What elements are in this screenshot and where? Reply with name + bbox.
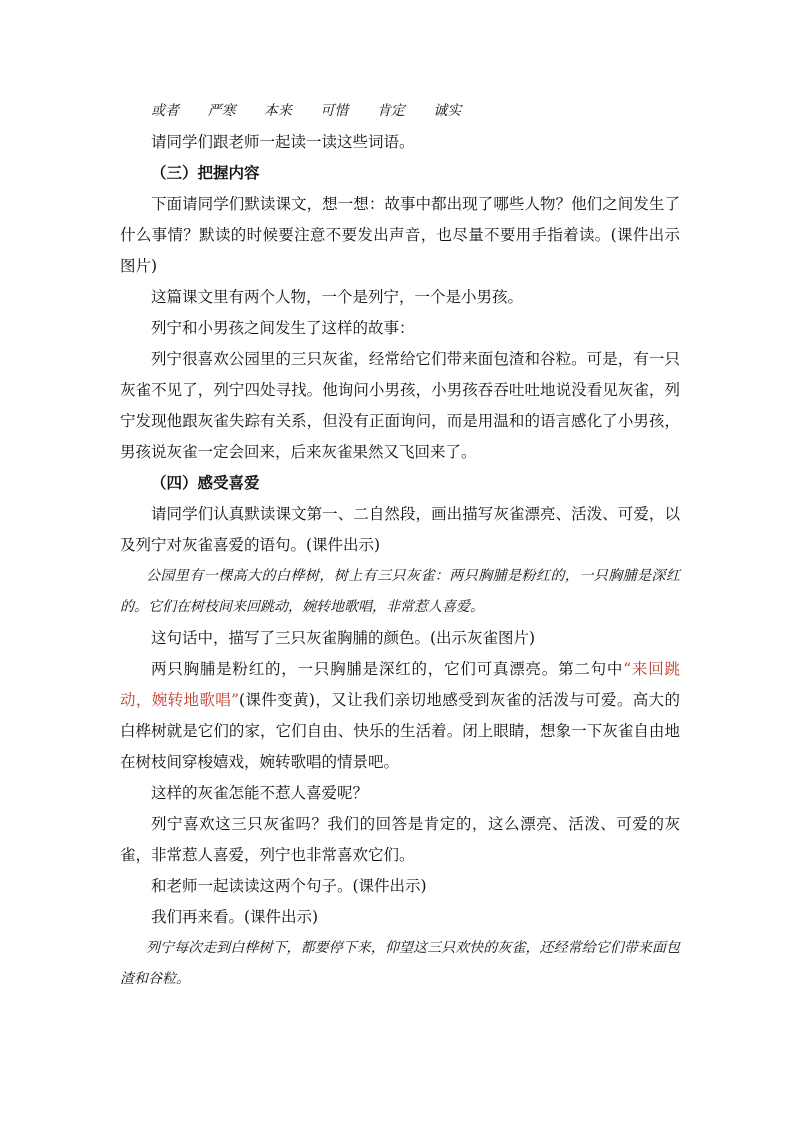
paragraph-lenin-likes: 列宁喜欢这三只灰雀吗？我们的回答是肯定的，这么漂亮、活泼、可爱的灰雀，非常惹人喜爱，列宁也非常喜欢它们。	[120, 815, 680, 864]
vocab-word: 诚实	[433, 103, 462, 119]
paragraph-read-together: 请同学们跟老师一起读一读这些词语。	[151, 133, 415, 151]
quoted-passage-2: 列宁每次走到白桦树下，都要停下来，仰望这三只欢快的灰雀，还经常给它们带来面包渣和谷粒。	[120, 940, 680, 987]
paragraph-read-two: 和老师一起读读这两个句子。(课件出示)	[151, 877, 427, 895]
vocab-word: 本来	[263, 103, 292, 119]
paragraph-two-people: 这篇课文里有两个人物，一个是列宁，一个是小男孩。	[151, 288, 524, 306]
vocab-word: 肯定	[376, 103, 405, 119]
section-heading-4: （四）感受喜爱	[151, 474, 260, 492]
paragraph-find-sentences: 请同学们认真默读课文第一、二自然段，画出描写灰雀漂亮、活泼、可爱，以及列宁对灰雀喜爱的语句。(课件出示)	[120, 505, 680, 554]
section-heading-3: （三）把握内容	[151, 164, 260, 182]
vocab-word: 严寒	[207, 103, 236, 119]
paragraph-analysis	[120, 654, 680, 778]
paragraph-story: 列宁很喜欢公园里的三只灰雀，经常给它们带来面包渣和谷粒。可是，有一只灰雀不见了，列宁四处寻找。他询问小男孩，小男孩吞吞吐吐地说没看见灰雀，列宁发现他跟灰雀失踪有关系，但没有正面询问，而是用温和的语言感化了小男孩，男孩说灰雀一定会回来，后来灰雀果然又飞回来了。	[120, 350, 680, 461]
paragraph-colors: 这句话中，描写了三只灰雀胸脯的颜色。(出示灰雀图片)	[151, 629, 536, 647]
analysis-text-a: 两只胸脯是粉红的，一只胸脯是深红的，它们可真漂亮。第二句中	[151, 660, 624, 678]
document-content	[120, 96, 680, 995]
vocab-words-line	[120, 96, 680, 127]
paragraph-how-not-love: 这样的灰雀怎能不惹人喜爱呢？	[151, 784, 369, 802]
analysis-highlight-quote: “来回跳动，婉转地歌唱”	[120, 660, 680, 709]
analysis-text-b: (课件变黄)，又让我们亲切地感受到灰雀的活泼与可爱。高大的白桦树就是它们的家，它们自由、快乐的生活着。闭上眼睛，想象一下灰雀自由地在树枝间穿梭嬉戏，婉转歌唱的情景吧。	[120, 691, 680, 771]
quoted-passage-1: 公园里有一棵高大的白桦树，树上有三只灰雀：两只胸脯是粉红的，一只胸脯是深红的。它们在树枝间来回跳动，婉转地歌唱，非常惹人喜爱。	[120, 568, 680, 615]
paragraph-look-again: 我们再来看。(课件出示)	[151, 908, 319, 926]
paragraph-story-intro: 列宁和小男孩之间发生了这样的故事：	[151, 319, 415, 337]
vocab-word: 或者	[151, 103, 179, 119]
vocab-word: 可惜	[320, 103, 349, 119]
paragraph-silent-read: 下面请同学们默读课文，想一想：故事中都出现了哪些人物？他们之间发生了什么事情？默读的时候要注意不要发出声音，也尽量不要用手指着读。(课件出示图片)	[120, 195, 680, 275]
